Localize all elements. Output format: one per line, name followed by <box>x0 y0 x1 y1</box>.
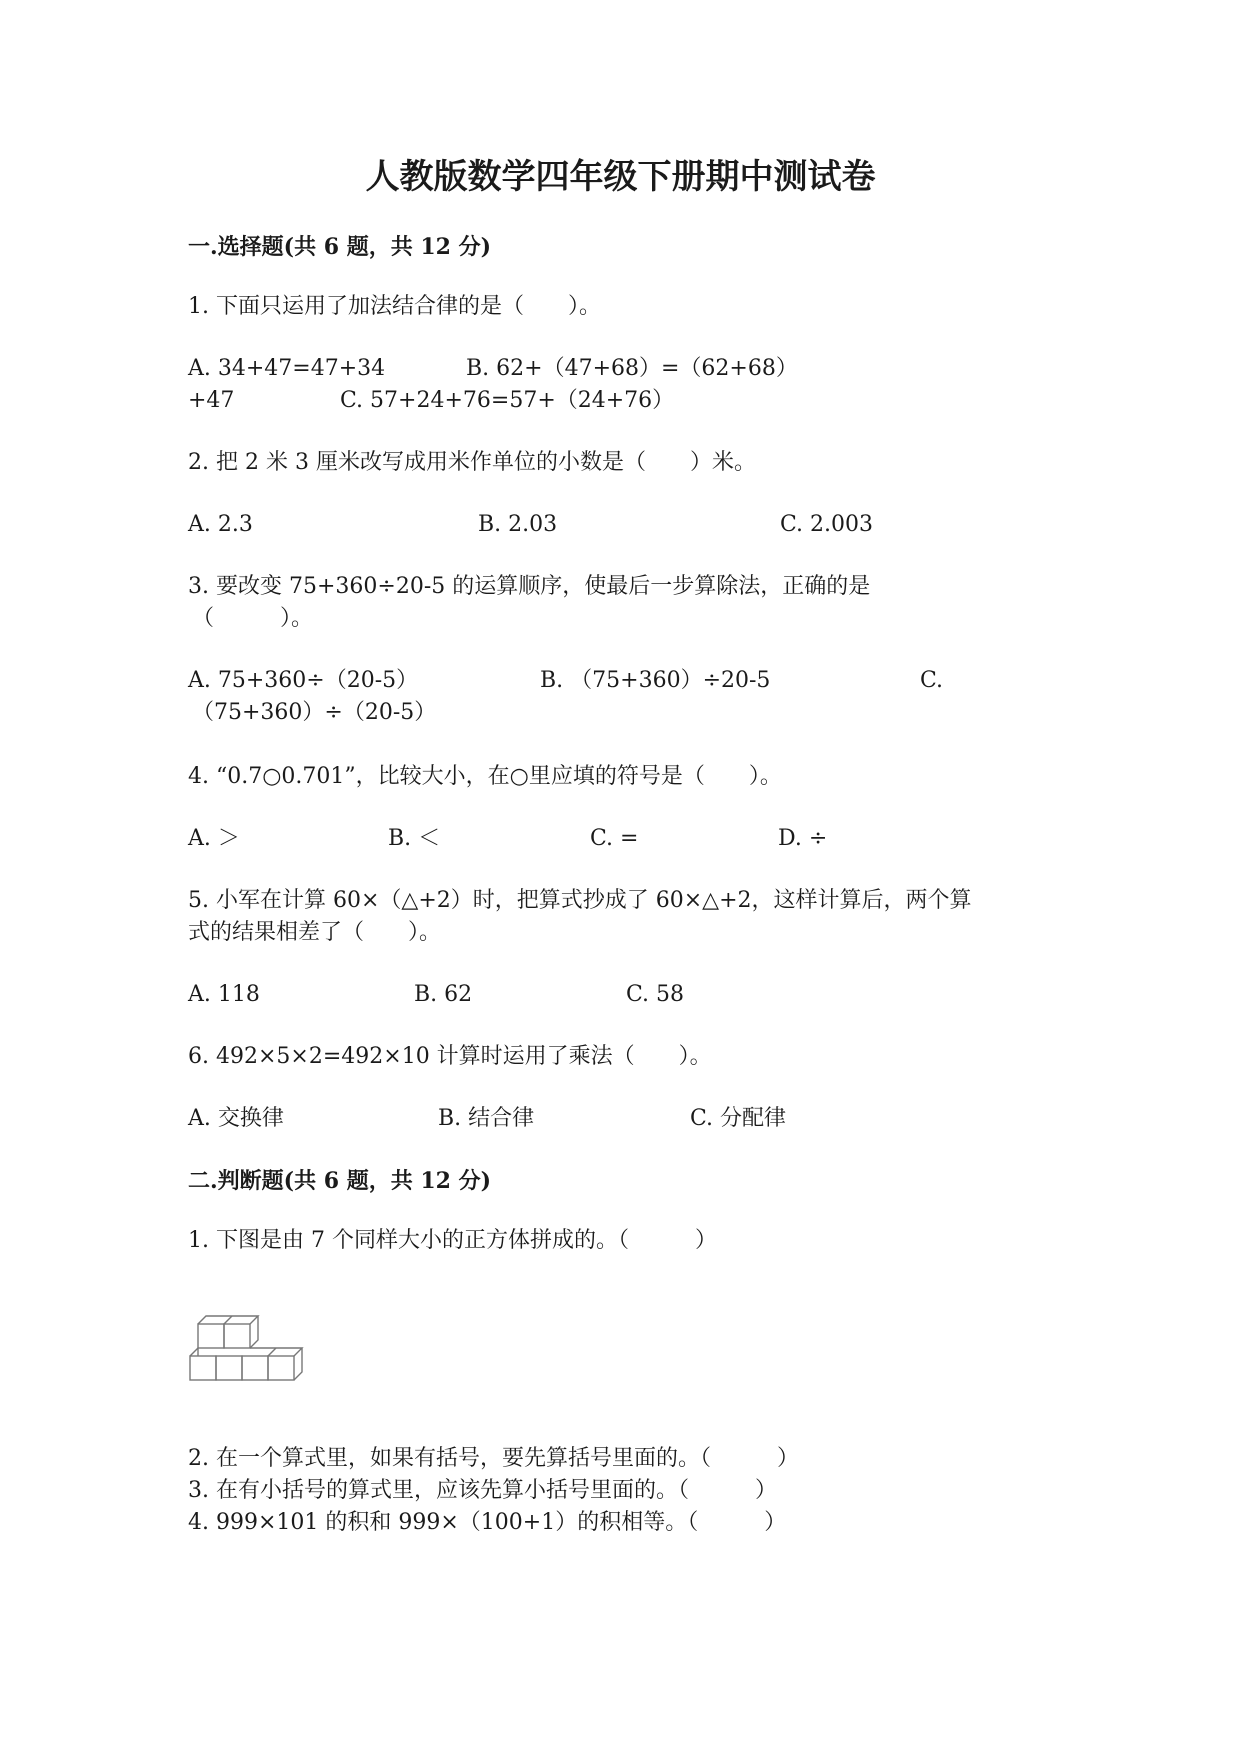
question-stem: 4. “0.7○0.701”，比较大小，在○里应填的符号是（ ）。 <box>188 764 782 789</box>
cube-stack-icon <box>186 1312 312 1392</box>
question-stem: 2. 在一个算式里，如果有括号，要先算括号里面的。（ ） <box>188 1446 799 1471</box>
option-c: C. 57+24+76=57+（24+76） <box>340 388 675 413</box>
option-a: A. 2.3 <box>188 512 253 537</box>
question-stem: 2. 把 2 米 3 厘米改写成用米作单位的小数是（ ）米。 <box>188 450 756 475</box>
option-c: C. 分配律 <box>690 1106 787 1131</box>
option-c: C. 58 <box>626 982 685 1007</box>
option-b-continued: +47 <box>188 388 235 413</box>
option-b: B. ＜ <box>388 826 441 851</box>
option-c: C. <box>920 668 944 693</box>
question-stem: 1. 下面只运用了加法结合律的是（ ）。 <box>188 294 601 319</box>
option-b: B. 62+（47+68）=（62+68） <box>466 356 798 381</box>
option-a: A. 交换律 <box>188 1106 284 1131</box>
question-stem: 3. 在有小括号的算式里，应该先算小括号里面的。（ ） <box>188 1478 777 1503</box>
question-stem: 3. 要改变 75+360÷20-5 的运算顺序，使最后一步算除法，正确的是 <box>188 574 871 599</box>
question-stem-continued: 式的结果相差了（ ）。 <box>188 920 442 945</box>
option-c: C. 2.003 <box>780 512 874 537</box>
question-stem-continued: （ ）。 <box>192 606 314 631</box>
option-b: B. 62 <box>414 982 473 1007</box>
option-c: C. = <box>590 826 639 851</box>
option-a: A. 34+47=47+34 <box>188 356 386 381</box>
option-b: B. 2.03 <box>478 512 558 537</box>
question-stem: 4. 999×101 的积和 999×（100+1）的积相等。（ ） <box>188 1510 787 1535</box>
section-heading-judge: 二.判断题(共 6 题，共 12 分) <box>188 1168 492 1194</box>
page-title: 人教版数学四年级下册期中测试卷 <box>365 157 876 197</box>
question-stem: 5. 小军在计算 60×（△+2）时，把算式抄成了 60×△+2，这样计算后，两个算 <box>188 888 972 913</box>
option-a: A. ＞ <box>188 826 240 851</box>
option-a: A. 75+360÷（20-5） <box>188 668 419 693</box>
option-c-continued: （75+360）÷（20-5） <box>192 700 437 725</box>
option-b: B. 结合律 <box>438 1106 535 1131</box>
option-b: B. （75+360）÷20-5 <box>540 668 771 693</box>
question-stem: 1. 下图是由 7 个同样大小的正方体拼成的。（ ） <box>188 1228 717 1253</box>
section-heading-choice: 一.选择题(共 6 题，共 12 分) <box>188 234 492 260</box>
option-a: A. 118 <box>188 982 260 1007</box>
question-stem: 6. 492×5×2=492×10 计算时运用了乘法（ ）。 <box>188 1044 712 1069</box>
option-d: D. ÷ <box>778 826 828 851</box>
